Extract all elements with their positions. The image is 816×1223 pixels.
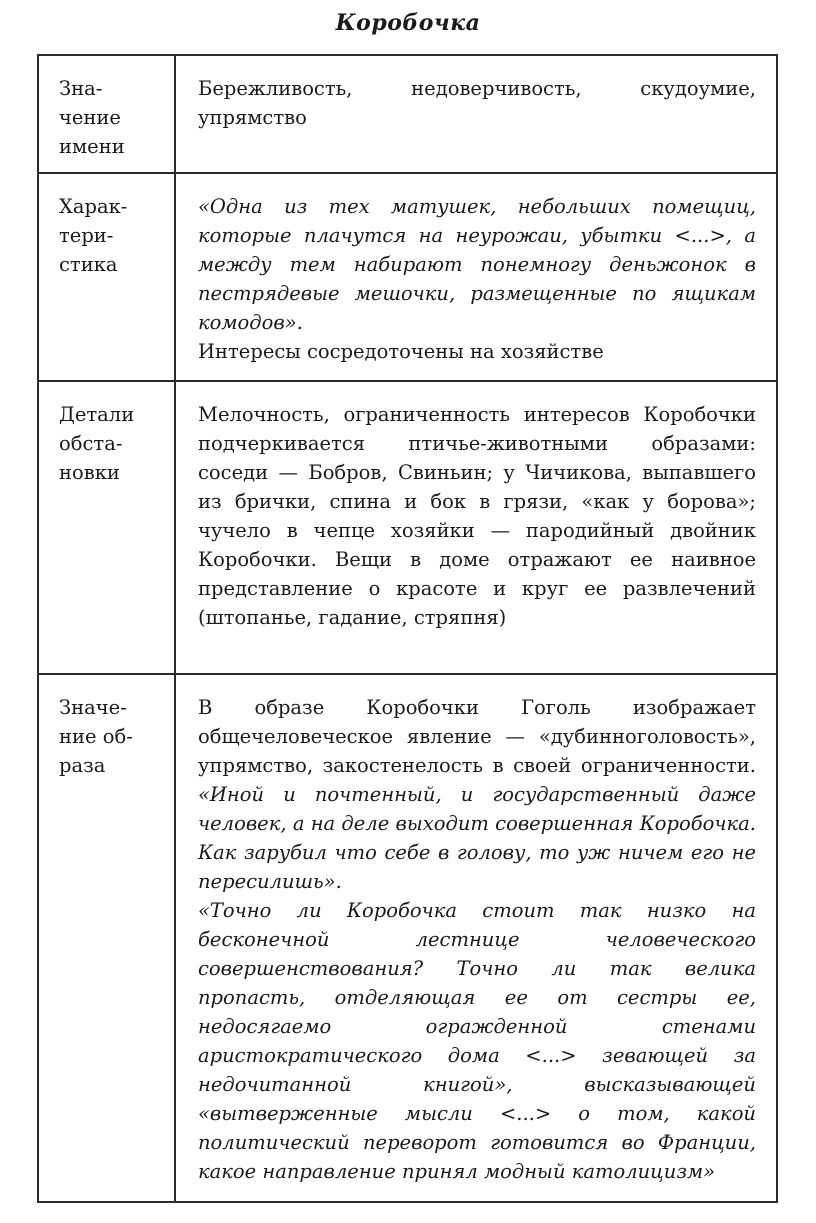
row-label xyxy=(38,381,175,674)
label-line: новки xyxy=(59,461,120,484)
row-label xyxy=(38,674,175,1202)
content-paragraph: В образе Коробочки Гоголь изображает общечеловеческое явление — «дубинноголовость», упрямство, закостенелость в своей ограниченности. xyxy=(198,696,756,777)
quote-paragraph: «Точно ли Коробочка стоит так низко на бесконечной лестнице человеческого совершенствования? Точно ли так велика пропасть, отделяющая ее от сестры ее, недосягаемо огражденной стенами аристократического дома <...> зевающей за недочитанной книгой», высказывающей «вытверженные мысли <...> о том, какой политический переворот готовится во Франции, какое направление принял модный католицизм» xyxy=(198,899,756,1183)
label-line: Детали xyxy=(59,403,135,426)
row-content xyxy=(175,55,777,173)
character-table xyxy=(37,54,778,1203)
label-line: Зна- xyxy=(59,77,103,100)
label-line: Харак- xyxy=(59,195,128,218)
row-content xyxy=(175,674,777,1202)
table-row xyxy=(38,55,777,173)
label-line: раза xyxy=(59,754,106,777)
label-line: имени xyxy=(59,135,125,158)
page-title: Коробочка xyxy=(335,10,481,36)
row-content xyxy=(175,173,777,381)
content-paragraph: Мелочность, ограниченность интересов Коробочки подчеркивается птичье-животными образами: соседи — Бобров, Свиньин; у Чичикова, выпавшего из брички, спина и бок в грязи, «как у борова»; чучело в чепце хозяйки — пародийный двойник Коробочки. Вещи в доме отражают ее наивное представление о красоте и круг ее развлечений (штопанье, гадание, стряпня) xyxy=(198,403,756,629)
row-label xyxy=(38,55,175,173)
quote-paragraph: «Одна из тех матушек, небольших помещиц, которые плачутся на неурожаи, убытки <...>, а между тем набирают понемногу деньжонок в пестрядевые мешочки, размещенные по ящикам комодов». xyxy=(198,195,756,334)
label-line: тери- xyxy=(59,224,114,247)
content-paragraph: Бережливость, недоверчивость, скудоумие, упрямство xyxy=(198,77,756,129)
table-row xyxy=(38,674,777,1202)
table-row xyxy=(38,381,777,674)
table-row xyxy=(38,173,777,381)
row-label xyxy=(38,173,175,381)
quote-paragraph: «Иной и почтенный, и государственный даже человек, а на деле выходит совершенная Коробочка. Как зарубил что себе в голову, то уж ничем его не пересилишь». xyxy=(198,783,756,893)
content-paragraph: Интересы сосредоточены на хозяйстве xyxy=(198,340,604,363)
label-line: чение xyxy=(59,106,121,129)
label-line: обста- xyxy=(59,432,123,455)
row-content xyxy=(175,381,777,674)
label-line: стика xyxy=(59,253,118,276)
label-line: Значе- xyxy=(59,696,127,719)
label-line: ние об- xyxy=(59,725,133,748)
